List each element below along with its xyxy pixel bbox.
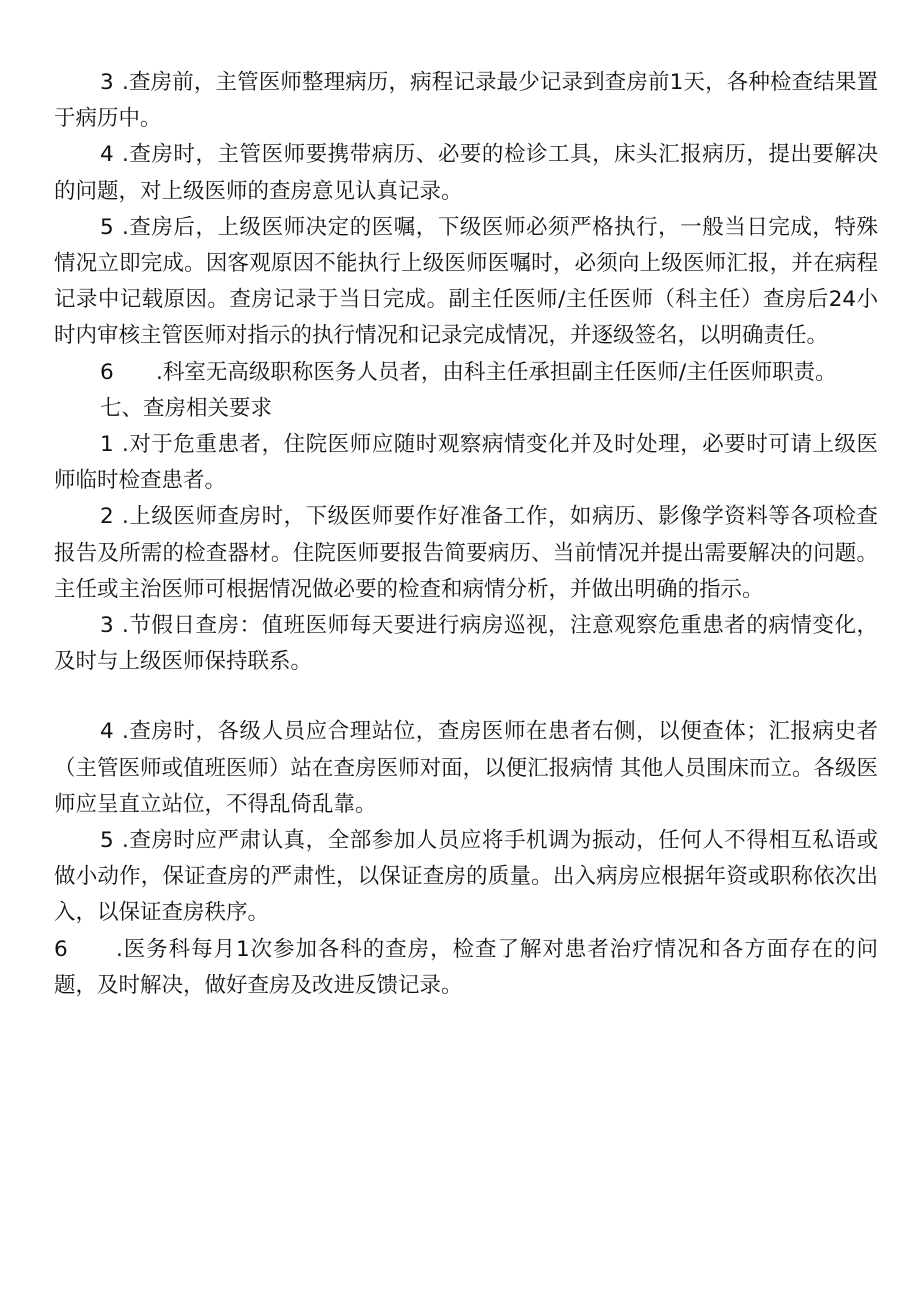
- item-number: 2: [100, 504, 114, 530]
- item-number: 6: [100, 359, 114, 385]
- item-number: 3: [100, 613, 114, 639]
- paragraph-item-3: [54, 65, 878, 137]
- item-number: 1: [100, 432, 114, 458]
- item-text: .节假日查房：值班医师每天要进行病房巡视，注意观察危重患者的病情变化，及时与上级医师保持联系。: [54, 613, 878, 675]
- item-text: .医务科每月1次参加各科的查房，检查了解对患者治疗情况和各方面存在的问题，及时解决，做好查房及改进反馈记录。: [54, 936, 878, 998]
- item-text: .查房时，主管医师要携带病历、必要的检诊工具，床头汇报病历，提出要解决的问题，对上级医师的查房意见认真记录。: [54, 142, 878, 204]
- requirement-item-1: [54, 427, 878, 499]
- requirement-item-4: [54, 714, 878, 823]
- item-number: 4: [100, 142, 114, 168]
- item-text: .查房后，上级医师决定的医嘱，下级医师必须严格执行，一般当日完成，特殊情况立即完成。因客观原因不能执行上级医师医嘱时，必须向上级医师汇报，并在病程记录中记载原因。查房记录于当日完成。副主任医师/主任医师（科主任）查房后24小时内审核主管医师对指示的执行情况和记录完成情况，并逐级签名，以明确责任。: [54, 214, 878, 349]
- requirement-item-2: [54, 499, 878, 608]
- item-text: .对于危重患者，住院医师应随时观察病情变化并及时处理，必要时可请上级医师临时检查患者。: [54, 432, 878, 494]
- paragraph-item-6: [54, 355, 878, 391]
- item-number: 6: [54, 936, 68, 962]
- item-text: .查房时，各级人员应合理站位，查房医师在患者右侧，以便查体；汇报病史者（主管医师或值班医师）站在查房医师对面，以便汇报病情 其他人员围床而立。各级医师应呈直立站位，不得乱倚乱靠。: [54, 719, 878, 817]
- paragraph-item-4: [54, 137, 878, 209]
- item-number: 3: [100, 70, 114, 95]
- requirement-item-3: [54, 608, 878, 680]
- blank-spacer: [54, 680, 878, 714]
- requirement-item-5: [54, 823, 878, 932]
- item-text: .上级医师查房时，下级医师要作好准备工作，如病历、影像学资料等各项检查报告及所需的检查器材。住院医师要报告简要病历、当前情况并提出需要解决的问题。主任或主治医师可根据情况做必要的检查和病情分析，并做出明确的指示。: [54, 504, 878, 602]
- item-number: 4: [100, 719, 114, 745]
- section-heading: 七、查房相关要求: [100, 395, 273, 421]
- item-text: .查房时应严肃认真，全部参加人员应将手机调为振动，任何人不得相互私语或做小动作，保证查房的严肃性，以保证查房的质量。出入病房应根据年资或职称依次出入，以保证查房秩序。: [54, 828, 878, 926]
- requirement-item-6: [54, 932, 878, 1004]
- item-number: 5: [100, 828, 114, 854]
- paragraph-item-5: [54, 210, 878, 355]
- item-text: .查房前，主管医师整理病历，病程记录最少记录到查房前1天，各种检查结果置于病历中。: [54, 70, 878, 132]
- item-text: .科室无高级职称医务人员者，由科主任承担副主任医师/主任医师职责。: [156, 359, 837, 385]
- item-number: 5: [100, 214, 114, 240]
